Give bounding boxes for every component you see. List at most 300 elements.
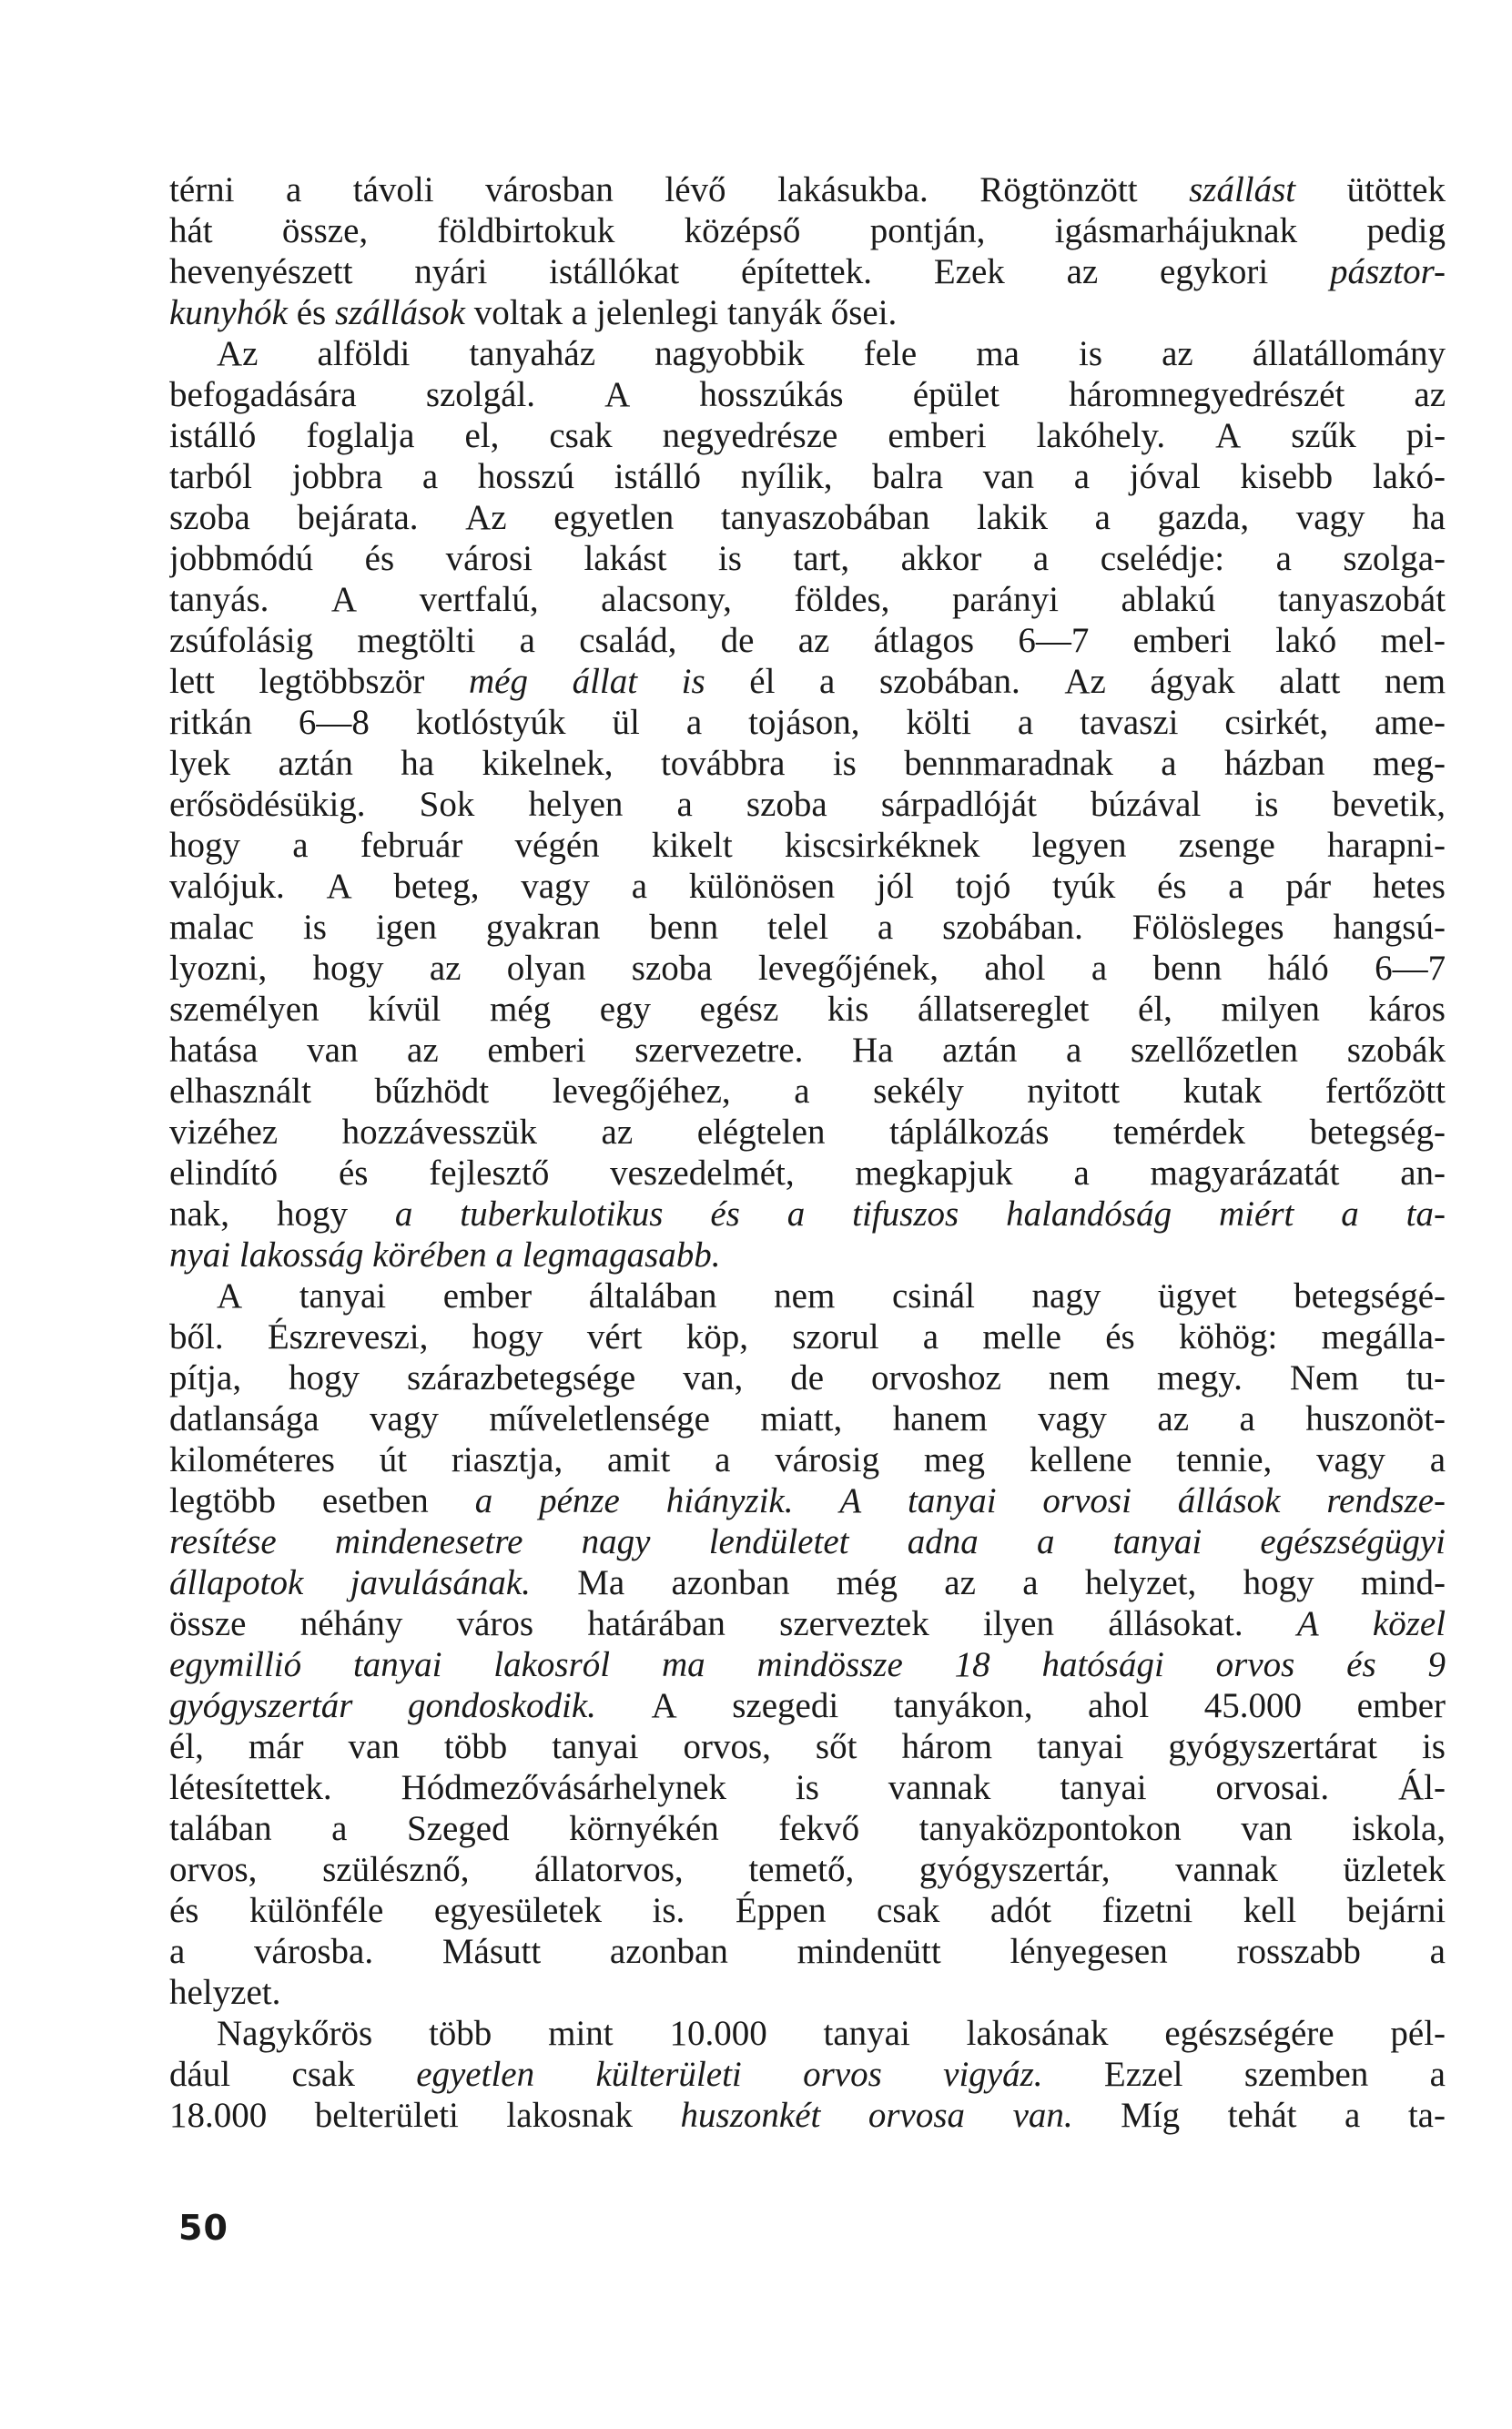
word: ahol — [984, 949, 1046, 988]
word: gyógyszertár — [169, 1686, 353, 1725]
word: össze, — [281, 211, 369, 250]
word: orvoshoz — [870, 1358, 1001, 1397]
word: megy. — [1157, 1358, 1243, 1397]
word: helyzet, — [1084, 1563, 1197, 1602]
word: A — [839, 1481, 862, 1520]
word: állások — [1177, 1481, 1281, 1520]
word: emberi — [888, 416, 987, 455]
word: kutak — [1182, 1072, 1263, 1111]
word: egyetlen — [553, 498, 675, 537]
word: vigyáz. — [943, 2055, 1043, 2094]
word: A — [326, 867, 352, 906]
word: nak, — [169, 1194, 230, 1234]
word: beteg, — [393, 867, 480, 906]
word: tojáson, — [748, 703, 860, 742]
word: az — [1162, 334, 1193, 373]
word: adót — [989, 1891, 1052, 1930]
word: el, — [464, 416, 500, 455]
word: tanyai — [299, 1276, 387, 1316]
word: tanyai — [908, 1481, 997, 1520]
word: kikelnek, — [482, 744, 614, 783]
word: benn — [1152, 949, 1223, 988]
word: a — [1228, 867, 1244, 906]
word: istállókat — [549, 252, 680, 291]
word: elhasznált — [169, 1072, 311, 1111]
word: pénze — [539, 1481, 620, 1520]
word: lyek — [169, 744, 231, 783]
text-line — [169, 866, 1446, 907]
word: van — [307, 1031, 359, 1070]
word: él — [749, 662, 776, 701]
text-line: nyai lakosság körében a legmagasabb. — [169, 1235, 721, 1275]
text-line — [169, 579, 1446, 620]
word: fekvő — [778, 1809, 860, 1848]
word: három — [901, 1727, 993, 1766]
word: sőt — [815, 1727, 857, 1766]
word: távoli — [352, 170, 434, 209]
word: az — [1157, 1399, 1190, 1438]
word: tifuszos — [852, 1194, 959, 1234]
text-line — [169, 1275, 1446, 1316]
word: alatt — [1279, 662, 1341, 701]
word: nem — [1384, 662, 1446, 701]
word: javulásának. — [350, 1563, 531, 1602]
word: 9 — [1427, 1645, 1446, 1684]
word: vagy — [1316, 1440, 1385, 1479]
text-line — [169, 702, 1446, 743]
word: legyen — [1031, 826, 1127, 865]
word: hozzávesszük — [341, 1113, 538, 1152]
word: a — [1066, 1031, 1082, 1070]
word: istálló — [614, 457, 702, 496]
word: lakásukba. — [777, 170, 929, 209]
word: befogadására — [169, 375, 357, 414]
word: tanyás. — [169, 580, 269, 619]
word: a — [1341, 1194, 1359, 1234]
word: lett — [169, 662, 215, 701]
word: város — [456, 1604, 534, 1643]
word: tanyaszobában — [720, 498, 930, 537]
word: lakást — [583, 539, 667, 578]
text-line — [169, 497, 1446, 538]
word: a — [1275, 539, 1292, 578]
text-line: helyzet. — [169, 1973, 281, 2012]
word: városba. — [254, 1932, 374, 1971]
text-line — [169, 538, 1446, 579]
word: a — [794, 1072, 810, 1111]
word: hatósági — [1041, 1645, 1164, 1684]
word: de — [720, 621, 755, 660]
word: Hódmezővásárhelynek — [401, 1768, 726, 1807]
word: tarból — [169, 457, 252, 496]
word: bejárni — [1346, 1891, 1446, 1930]
word: malac — [169, 908, 255, 947]
word: csak — [291, 2055, 355, 2094]
word: halandóság — [1006, 1194, 1172, 1234]
word: tennie, — [1176, 1440, 1273, 1479]
word: szoba — [169, 498, 250, 537]
word: ember — [1356, 1686, 1446, 1725]
word: az — [601, 1113, 634, 1152]
word: kell — [1243, 1891, 1297, 1930]
text-line — [169, 456, 1446, 497]
word: riasztja, — [451, 1440, 563, 1479]
word: tanyaszobát — [1277, 580, 1446, 619]
word: nyílik, — [740, 457, 833, 496]
word: bűzhödt — [374, 1072, 490, 1111]
word: hanem — [892, 1399, 988, 1438]
text-line — [169, 1398, 1446, 1439]
word: közel — [1372, 1604, 1446, 1643]
word: ből. — [169, 1317, 224, 1357]
text-line — [169, 374, 1446, 415]
word: köhög: — [1179, 1317, 1278, 1357]
word: hangsú- — [1333, 908, 1446, 947]
word: lakik — [977, 498, 1049, 537]
word: Rögtönzött — [979, 170, 1138, 209]
word: A — [604, 375, 631, 414]
word: meg- — [1372, 744, 1446, 783]
word: lakosról — [493, 1645, 611, 1684]
word: azonban — [671, 1563, 790, 1602]
word: személyen — [169, 990, 320, 1029]
word: szemben — [1243, 2055, 1369, 2094]
word: is — [832, 744, 857, 783]
word: a — [715, 1440, 731, 1479]
word: jobbra — [291, 457, 383, 496]
word: tanyaközpontokon — [918, 1809, 1182, 1848]
word: meg — [923, 1440, 986, 1479]
word: ágyak — [1150, 662, 1235, 701]
word: pi- — [1405, 416, 1446, 455]
word: nyitott — [1027, 1072, 1121, 1111]
word: helyen — [528, 785, 624, 824]
word: hogy — [1243, 1563, 1314, 1602]
word: nem — [774, 1276, 836, 1316]
word: és — [364, 539, 395, 578]
word: is — [681, 662, 705, 701]
text-line — [169, 1112, 1446, 1153]
word: szellőzetlen — [1130, 1031, 1299, 1070]
word: ha — [1412, 498, 1446, 537]
word: datlansága — [169, 1399, 320, 1438]
word: Ma — [577, 1563, 625, 1602]
word: elindító — [169, 1154, 279, 1193]
word: rendsze- — [1326, 1481, 1446, 1520]
word: ahol — [1088, 1686, 1150, 1725]
word: hogy — [276, 1194, 348, 1234]
word: táplálkozás — [888, 1113, 1050, 1152]
word: a — [421, 457, 439, 496]
word: gondoskodik. — [408, 1686, 596, 1725]
word: továbbra — [660, 744, 786, 783]
word: temérdek — [1112, 1113, 1246, 1152]
word: sekély — [873, 1072, 964, 1111]
page-number: 50 — [178, 2208, 228, 2248]
word: is — [1079, 334, 1103, 373]
word: lakó- — [1372, 457, 1446, 496]
word: legtöbb — [169, 1481, 276, 1520]
word: A — [1296, 1604, 1319, 1643]
word: amit — [607, 1440, 671, 1479]
word: vagy — [370, 1399, 439, 1438]
word: épület — [912, 375, 1000, 414]
word: a — [1036, 1522, 1055, 1561]
word: zsenge — [1178, 826, 1275, 865]
word: temető, — [748, 1850, 855, 1889]
word: zsúfolásig — [169, 621, 314, 660]
word: háromnegyedrészét — [1069, 375, 1345, 414]
word: kiscsirkéknek — [784, 826, 980, 865]
word: erősödésükig. — [169, 785, 366, 824]
text-line — [169, 1030, 1446, 1071]
word: végén — [514, 826, 600, 865]
word: mel- — [1380, 621, 1446, 660]
word: és — [1105, 1317, 1135, 1357]
word: fertőzött — [1324, 1072, 1446, 1111]
word: van, — [683, 1358, 744, 1397]
word: azonban — [609, 1932, 728, 1971]
text-line — [169, 169, 1446, 210]
word: külterületi — [595, 2055, 742, 2094]
word: a — [285, 170, 302, 209]
word: több — [428, 2014, 492, 2053]
word: szegedi — [732, 1686, 839, 1725]
text-line — [169, 1726, 1446, 1767]
word: vizéhez — [169, 1113, 279, 1152]
word: az — [407, 1031, 439, 1070]
word: valójuk. — [169, 867, 285, 906]
word: költi — [906, 703, 971, 742]
text-line — [169, 907, 1446, 948]
body-text — [169, 169, 1446, 2136]
word: szolgál. — [425, 375, 536, 414]
word: magyarázatát — [1150, 1154, 1340, 1193]
word: házban — [1224, 744, 1325, 783]
word: tehát — [1227, 2096, 1297, 2135]
word: lakó — [1275, 621, 1337, 660]
word: földbirtokuk — [437, 211, 615, 250]
word: pontján, — [869, 211, 986, 250]
word: legtöbbször — [259, 662, 425, 701]
word: ta- — [1407, 2096, 1446, 2135]
word: telel — [766, 908, 829, 947]
word: a — [394, 1194, 413, 1234]
word: a — [169, 1932, 186, 1971]
word: üzletek — [1343, 1850, 1446, 1889]
word: Fölösleges — [1131, 908, 1284, 947]
text-line — [169, 1808, 1446, 1849]
word: nagy — [581, 1522, 651, 1561]
word: Az — [1064, 662, 1106, 701]
word: állapotok — [169, 1563, 304, 1602]
word: Éppen — [735, 1891, 827, 1930]
text-line — [169, 1931, 1446, 1972]
word: ma — [976, 334, 1020, 373]
word: egyesületek — [433, 1891, 602, 1930]
word: ember — [442, 1276, 533, 1316]
word: és — [1157, 867, 1187, 906]
word: Ha — [851, 1031, 894, 1070]
word: mint — [548, 2014, 614, 2053]
word: hetes — [1372, 867, 1446, 906]
word: bennmaradnak — [904, 744, 1113, 783]
word: Másutt — [441, 1932, 542, 1971]
word: városi — [445, 539, 533, 578]
text-line — [169, 2054, 1446, 2095]
word: tanyai — [352, 1645, 442, 1684]
word: orvosai. — [1215, 1768, 1330, 1807]
word: orvosi — [1042, 1481, 1131, 1520]
word: csak — [877, 1891, 940, 1930]
word: káros — [1368, 990, 1446, 1029]
word: már — [248, 1727, 304, 1766]
word: a — [1429, 2055, 1446, 2094]
word: levegőjéhez, — [552, 1072, 731, 1111]
text-line — [169, 251, 1446, 292]
word: van — [1241, 1809, 1293, 1848]
word: levegőjének, — [757, 949, 939, 988]
word: a — [631, 867, 648, 906]
word: szoba — [631, 949, 713, 988]
word: 6—8 — [298, 703, 370, 742]
word: a — [1091, 949, 1108, 988]
word: A — [217, 1276, 243, 1316]
word: jól — [876, 867, 914, 906]
word: szállást — [1189, 170, 1296, 209]
word: és — [338, 1154, 369, 1193]
text-line — [169, 333, 1446, 374]
word: csirkét, — [1224, 703, 1329, 742]
text-line — [169, 1153, 1446, 1194]
word: és — [169, 1891, 199, 1930]
word: és — [710, 1194, 740, 1234]
word: orvos — [803, 2055, 882, 2094]
word: huszonkét — [680, 2096, 821, 2135]
word: a — [1073, 1154, 1090, 1193]
word: szülésznő, — [322, 1850, 470, 1889]
word: hevenyészett — [169, 252, 353, 291]
word: szoba — [746, 785, 827, 824]
word: szerveztek — [779, 1604, 929, 1643]
word: él, — [1138, 990, 1172, 1029]
word: vagy — [521, 867, 591, 906]
word: megkapjuk — [855, 1154, 1013, 1193]
word: szárazbetegsége — [407, 1358, 636, 1397]
word: még — [468, 662, 528, 701]
word: lényegesen — [1010, 1932, 1168, 1971]
word: február — [360, 826, 463, 865]
text-line — [169, 1767, 1446, 1808]
word: kisebb — [1240, 457, 1334, 496]
word: egészségére — [1164, 2014, 1334, 2053]
word: össze — [169, 1604, 247, 1643]
word: pedig — [1366, 211, 1446, 250]
word: ha — [401, 744, 435, 783]
word: lendületet — [708, 1522, 849, 1561]
word: megálla- — [1321, 1317, 1446, 1357]
word: veszedelmét, — [610, 1154, 795, 1193]
word: a — [819, 662, 836, 701]
word: kellene — [1029, 1440, 1132, 1479]
word: háló — [1267, 949, 1329, 988]
word: hiányzik. — [665, 1481, 794, 1520]
text-line — [169, 1603, 1446, 1644]
word: hogy — [472, 1317, 543, 1357]
word: fejlesztő — [429, 1154, 550, 1193]
word: él, — [169, 1727, 204, 1766]
word: 6—7 — [1018, 621, 1090, 660]
text-line — [169, 1316, 1446, 1357]
word: huszonöt- — [1305, 1399, 1446, 1438]
word: a — [1094, 498, 1111, 537]
word: megtölti — [357, 621, 476, 660]
word: ritkán — [169, 703, 252, 742]
word: talában — [169, 1809, 272, 1848]
word: igásmarhájuknak — [1054, 211, 1298, 250]
text-line — [169, 1071, 1446, 1112]
word: a — [474, 1481, 493, 1520]
text-line — [169, 210, 1446, 251]
word: benn — [649, 908, 719, 947]
word: kis — [827, 990, 869, 1029]
word: dául — [169, 2055, 231, 2094]
word: építettek. — [740, 252, 872, 291]
word: van — [982, 457, 1035, 496]
word: bevetik, — [1332, 785, 1446, 824]
word: balra — [872, 457, 944, 496]
word: szobában. — [878, 662, 1020, 701]
text-line — [169, 1439, 1446, 1480]
word: térni — [169, 170, 235, 209]
word: bejárata. — [297, 498, 419, 537]
word: akkor — [900, 539, 982, 578]
word: a — [1017, 703, 1034, 742]
word: városban — [485, 170, 614, 209]
word: A — [651, 1686, 677, 1725]
word: miért — [1219, 1194, 1294, 1234]
text-line — [169, 620, 1446, 661]
word: 18.000 — [169, 2096, 268, 2135]
word: gyógyszertár, — [918, 1850, 1111, 1889]
word: Az — [217, 334, 259, 373]
word: hatása — [169, 1031, 259, 1070]
word: a — [1429, 1440, 1446, 1479]
word: szervezetre. — [634, 1031, 804, 1070]
word: negyedrésze — [662, 416, 838, 455]
word: hosszúkás — [699, 375, 844, 414]
word: emberi — [487, 1031, 586, 1070]
word: csak — [549, 416, 613, 455]
word: Ál- — [1398, 1768, 1446, 1807]
word: műveletlensége — [489, 1399, 710, 1438]
text-line — [169, 661, 1446, 702]
word: pél- — [1390, 2014, 1446, 2053]
text-line — [169, 2013, 1446, 2054]
text-line — [169, 989, 1446, 1030]
word: van — [348, 1727, 400, 1766]
word: vagy — [1295, 498, 1365, 537]
word: tu- — [1405, 1358, 1446, 1397]
word: egymillió — [169, 1645, 302, 1684]
word: szorul — [792, 1317, 879, 1357]
word: földes, — [794, 580, 890, 619]
text-line — [169, 2095, 1446, 2136]
word: környékén — [569, 1809, 719, 1848]
text-line — [169, 1644, 1446, 1685]
word: A — [330, 580, 358, 619]
word: szobák — [1346, 1031, 1446, 1070]
